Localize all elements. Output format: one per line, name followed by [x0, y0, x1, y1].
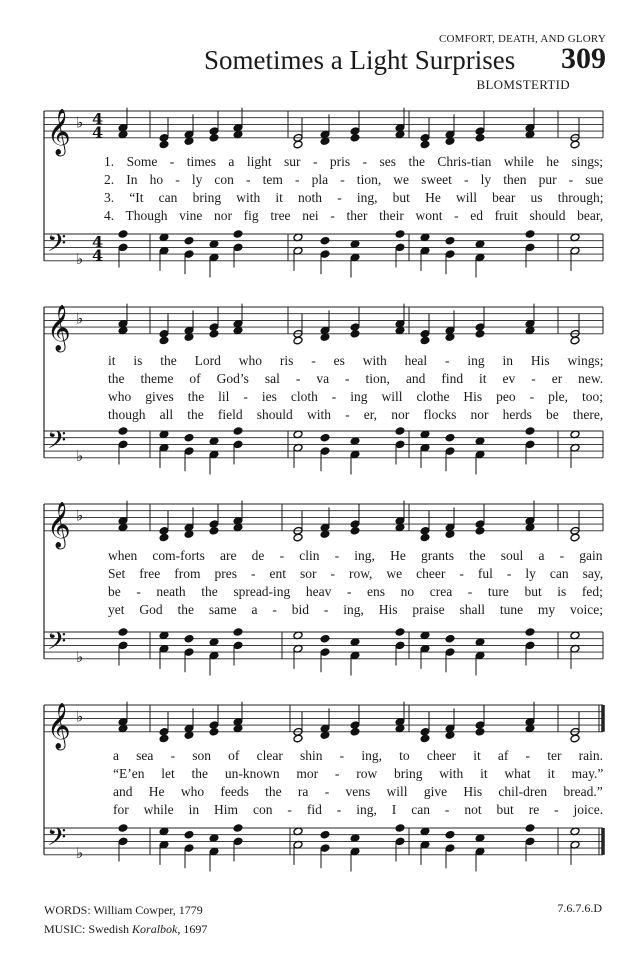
category-label: COMFORT, DEATH, AND GLORY [438, 33, 606, 45]
verse-1-line: 1. Some - times a light sur - pris - ses the Chris-tian while he sings; [104, 154, 603, 169]
meter: 7.6.7.6.D [557, 901, 602, 915]
svg-text:♭: ♭ [76, 113, 84, 132]
svg-text:𝄞: 𝄞 [47, 108, 71, 155]
verse-2-line: Set free from pres - ent sor - row, we cheer - ful - ly can say, [108, 566, 604, 581]
music-credit-book: Koralbok [132, 922, 178, 936]
svg-text:♭: ♭ [76, 843, 84, 862]
svg-text:♭: ♭ [76, 309, 84, 328]
svg-text:♭: ♭ [76, 446, 84, 465]
verse-3-line: who gives the lil - ies cloth - ing will clothe His peo - ple, too; [108, 389, 603, 404]
svg-text:4: 4 [92, 109, 104, 129]
svg-text:𝄞: 𝄞 [47, 501, 71, 548]
tune-name: BLOMSTERTID [476, 77, 570, 92]
svg-text:♭: ♭ [76, 249, 84, 268]
svg-text:♭: ♭ [76, 647, 84, 666]
svg-text:𝄞: 𝄞 [47, 702, 71, 749]
words-credit: WORDS: William Cowper, 1779 [44, 903, 203, 917]
svg-text:4: 4 [92, 232, 104, 252]
verse-3-line: 3. “It can bring with it noth - ing, but He will bear us through; [104, 190, 604, 205]
svg-text:♭: ♭ [76, 506, 84, 525]
verse-2-line: “E’en let the un-known mor - row bring with it what it may.” [113, 766, 604, 781]
hymn-number: 309 [561, 42, 606, 75]
verse-4-line: 4. Though vine nor fig tree nei - ther their wont - ed fruit should bear, [104, 208, 604, 223]
verse-1-line: when com-forts are de - clin - ing, He grants the soul a - gain [108, 548, 603, 563]
verse-3-line: and He who feeds the ra - vens will give His chil-dren bread.” [113, 784, 603, 799]
svg-text:𝄢: 𝄢 [47, 229, 67, 265]
music-credit [44, 922, 207, 937]
verse-1-line: it is the Lord who ris - es with heal - ing in His wings; [108, 353, 604, 368]
verse-1-line: a sea - son of clear shin - ing, to cheer it af - ter rain. [113, 748, 604, 763]
svg-text:𝄢: 𝄢 [47, 426, 67, 462]
music-credit-prefix: MUSIC: Swedish [44, 922, 133, 936]
hymn-title: Sometimes a Light Surprises [204, 45, 516, 75]
svg-text:4: 4 [92, 245, 104, 265]
svg-text:4: 4 [92, 122, 104, 142]
svg-text:♭: ♭ [76, 707, 84, 726]
verse-2-line: 2. In ho - ly con - tem - pla - tion, we sweet - ly then pur - sue [104, 172, 604, 187]
svg-text:𝄢: 𝄢 [47, 627, 67, 663]
verse-4-line: though all the field should with - er, nor flocks nor herds be there, [108, 407, 604, 422]
verse-2-line: the theme of God’s sal - va - tion, and find it ev - er new. [108, 371, 604, 386]
verse-4-line: for while in Him con - fid - ing, I can - not but re - joice. [113, 802, 604, 817]
music-credit-suffix: , 1697 [177, 922, 208, 936]
svg-text:𝄢: 𝄢 [47, 823, 67, 859]
svg-text:𝄞: 𝄞 [47, 304, 71, 351]
verse-4-line: yet God the same a - bid - ing, His praise shall tune my voice; [108, 602, 604, 617]
verse-3-line: be - neath the spread-ing heav - ens no crea - ture but is fed; [108, 584, 603, 599]
